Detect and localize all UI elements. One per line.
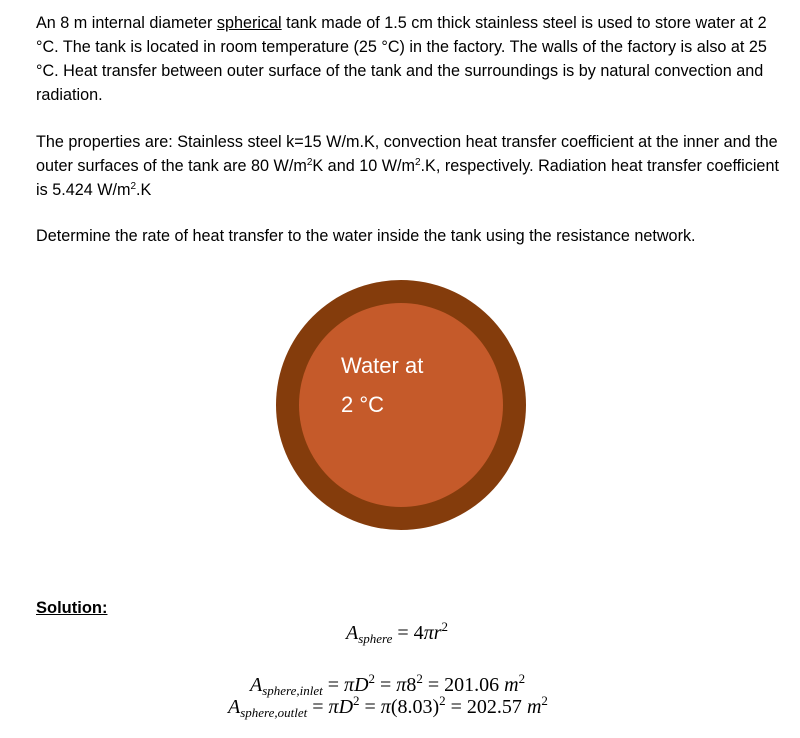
eq-unit: m <box>526 696 542 718</box>
eq-text: = <box>322 674 345 696</box>
text-span: .K, respectively. Radiation heat transfer coefficient is 5.424 W/m <box>36 157 779 199</box>
pi-symbol: π <box>380 696 391 718</box>
text-span: The properties are: Stainless steel k=15 W/m.K, convection heat transfer coefficient at the inner and the outer surfaces of the tank are 80 W/m <box>36 133 778 175</box>
equation-area-sphere <box>346 620 448 646</box>
eq-exponent: 2 <box>518 671 526 686</box>
eq-subscript: sphere <box>358 631 393 646</box>
eq-text: = 202.57 <box>445 696 527 718</box>
text-span: .K <box>136 181 152 199</box>
eq-unit: m <box>504 674 519 696</box>
tank-inner-water <box>299 303 503 507</box>
pi-symbol: π <box>328 696 339 718</box>
eq-text: (8.03) <box>390 696 440 718</box>
eq-exponent: 2 <box>353 693 360 708</box>
pi-symbol: π <box>344 674 355 696</box>
eq-text: 8 <box>406 674 417 696</box>
spherical-tank-figure <box>276 280 526 530</box>
text-span: K and 10 W/m <box>312 157 415 175</box>
water-label-line2: 2 °C <box>341 392 385 417</box>
problem-paragraph-1 <box>36 11 788 107</box>
eq-subscript: sphere,inlet <box>262 683 323 698</box>
eq-symbol: A <box>228 696 241 718</box>
eq-symbol: D <box>338 696 354 718</box>
pi-symbol: π <box>423 622 434 644</box>
eq-text: = <box>307 696 329 718</box>
eq-symbol: D <box>354 674 369 696</box>
eq-exponent: 2 <box>541 693 548 708</box>
pi-symbol: π <box>396 674 407 696</box>
superscript: 2 <box>306 157 313 168</box>
text-span: An 8 m internal diameter <box>36 14 217 32</box>
eq-text: = 201.06 <box>422 674 505 696</box>
problem-paragraph-2 <box>36 130 788 202</box>
eq-symbol: A <box>346 622 359 644</box>
eq-exponent: 2 <box>368 671 376 686</box>
solution-heading: Solution: <box>36 599 108 617</box>
eq-symbol: r <box>433 622 442 644</box>
eq-subscript: sphere,outlet <box>240 705 308 720</box>
eq-text: = 4 <box>392 622 424 644</box>
text-span: tank made of 1.5 cm thick stainless steel is used to store water at 2 °C. The tank is located in room temperature (25 °C) in the factory. The walls of the factory is also at 25 °C. Heat transfer between outer surface of the tank and the surroundings is by natural convection and radiation. <box>36 14 767 104</box>
eq-exponent: 2 <box>439 693 446 708</box>
water-label-line1: Water at <box>341 353 424 378</box>
equation-area-outlet <box>228 694 548 720</box>
eq-exponent: 2 <box>416 671 423 686</box>
eq-text: = <box>375 674 397 696</box>
superscript: 2 <box>414 157 421 168</box>
eq-text: = <box>359 696 381 718</box>
underlined-word: spherical <box>216 14 282 32</box>
eq-exponent: 2 <box>441 619 449 634</box>
problem-paragraph-3: Determine the rate of heat transfer to the water inside the tank using the resistance network. <box>36 227 696 245</box>
eq-symbol: A <box>250 674 263 696</box>
superscript: 2 <box>130 181 137 192</box>
